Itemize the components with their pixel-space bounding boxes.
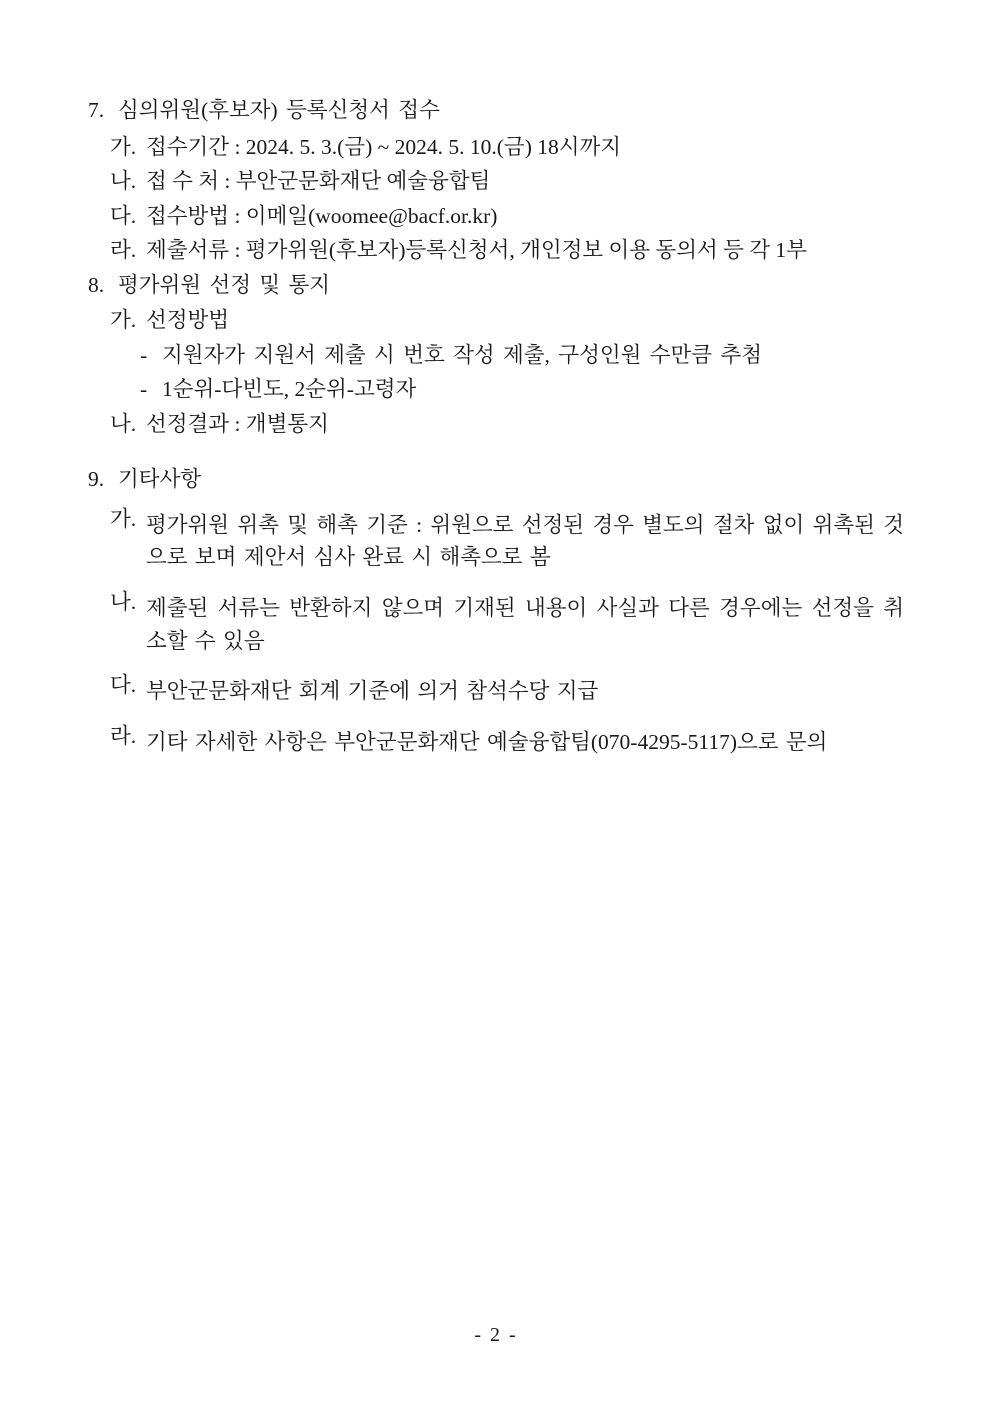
list-item bbox=[88, 675, 904, 708]
list-item bbox=[88, 171, 904, 193]
item-text: 제출서류 : 평가위원(후보자)등록신청서, 개인정보 이용 동의서 등 각 1부 bbox=[146, 238, 807, 262]
list-item bbox=[88, 589, 904, 657]
section-number-7: 7. bbox=[88, 98, 105, 122]
page-number: - 2 - bbox=[474, 1324, 518, 1346]
section-title-7: 심의위원(후보자) 등록신청서 접수 bbox=[118, 98, 440, 122]
item-text: 평가위원 위촉 및 해촉 기준 : 위원으로 선정된 경우 별도의 절차 없이 위촉된 것으로 보며 제안서 심사 완료 시 해촉으로 봄 bbox=[146, 512, 904, 570]
item-text: 접수방법 : 이메일(woomee@bacf.or.kr) bbox=[146, 203, 498, 228]
item-marker: - bbox=[140, 377, 148, 401]
item-marker: 다. bbox=[110, 203, 137, 228]
list-item bbox=[88, 240, 904, 262]
item-marker: 가. bbox=[110, 134, 137, 159]
item-marker: - bbox=[140, 342, 148, 367]
item-marker: 가. bbox=[110, 506, 137, 531]
item-text: 부안군문화재단 회계 기준에 의거 참석수당 지급 bbox=[146, 679, 599, 704]
section-heading-8 bbox=[88, 272, 904, 297]
document-body bbox=[88, 100, 904, 759]
item-marker: 나. bbox=[110, 411, 137, 436]
sub-list-item bbox=[88, 379, 904, 401]
item-text: 제출된 서류는 반환하지 않으며 기재된 내용이 사실과 다른 경우에는 선정을 취소할 수 있음 bbox=[146, 595, 904, 653]
section-title-8: 평가위원 선정 및 통지 bbox=[118, 272, 331, 297]
section-heading-7 bbox=[88, 100, 904, 122]
list-item bbox=[88, 723, 904, 759]
section-number-8: 8. bbox=[88, 272, 105, 297]
item-text: 선정방법 bbox=[146, 308, 230, 332]
section-title-9: 기타사항 bbox=[118, 467, 202, 491]
sub-list-item bbox=[88, 342, 904, 367]
item-text: 접 수 처 : 부안군문화재단 예술융합팀 bbox=[146, 169, 491, 193]
list-item bbox=[88, 506, 904, 574]
item-marker: 나. bbox=[110, 169, 137, 193]
list-item bbox=[88, 411, 904, 436]
item-marker: 다. bbox=[110, 673, 137, 698]
list-item bbox=[88, 203, 904, 228]
item-text: 기타 자세한 사항은 부안군문화재단 예술융합팀(070-4295-5117)으로 문의 bbox=[146, 729, 828, 754]
section-heading-9 bbox=[88, 469, 904, 491]
item-marker: 가. bbox=[110, 308, 137, 332]
list-item bbox=[88, 134, 904, 159]
section-number-9: 9. bbox=[88, 467, 105, 491]
item-marker: 나. bbox=[110, 589, 137, 614]
item-text: 선정결과 : 개별통지 bbox=[146, 411, 329, 436]
item-text: 접수기간 : 2024. 5. 3.(금) ~ 2024. 5. 10.(금) 18시까지 bbox=[146, 134, 622, 159]
item-text: 1순위-다빈도, 2순위-고령자 bbox=[162, 377, 417, 401]
item-marker: 라. bbox=[110, 723, 137, 748]
list-item bbox=[88, 310, 904, 332]
item-marker: 라. bbox=[110, 238, 137, 262]
item-text: 지원자가 지원서 제출 시 번호 작성 제출, 구성인원 수만큼 추첨 bbox=[162, 342, 762, 367]
